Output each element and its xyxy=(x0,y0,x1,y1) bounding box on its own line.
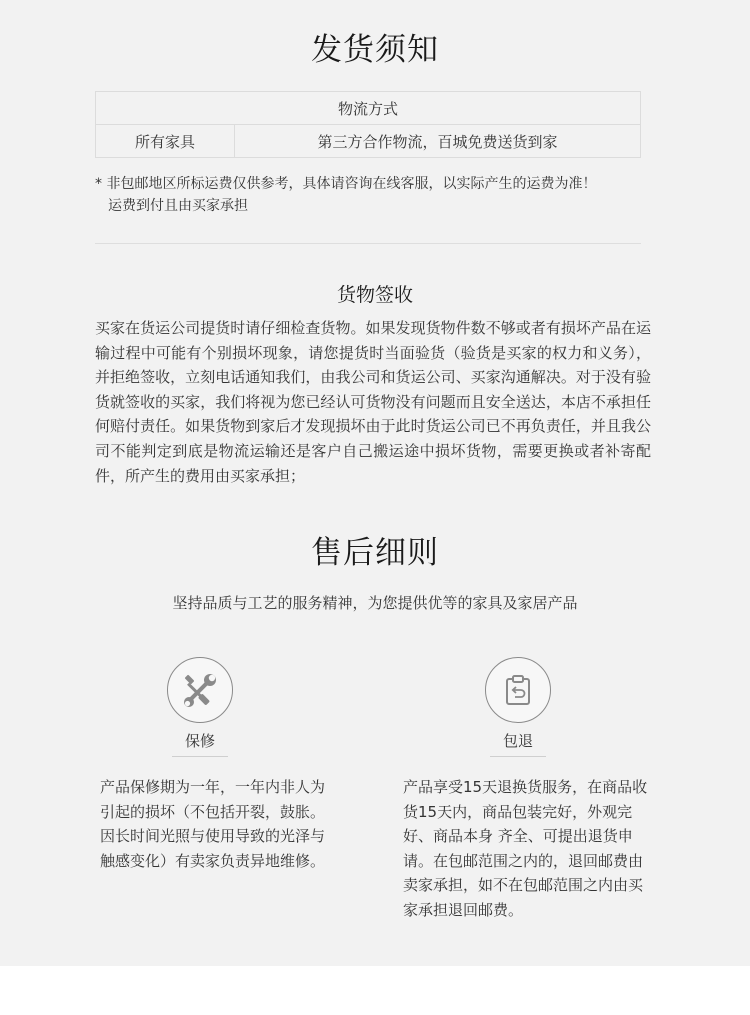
inspection-paragraph: 买家在货运公司提货时请仔细检查货物。如果发现货物件数不够或者有损坏产品在运输过程中可能有个别损坏现象，请您提货时当面验货（验货是买家的权力和义务），并拒绝签收，立刻电话通知我们，由我公司和货运公司、买家沟通解决。对于没有验货就签收的买家，我们将视为您已经认可货物没有问题而且安全送达，本店不承担任何赔付责任。如果货物到家后才发现损坏由于此时货运公司已不再负责任，并且我公司不能判定到底是物流运输还是客户自己搬运途中损坏货物，需要更换或者补寄配件，所产生的费用由买家承担； xyxy=(95,319,651,485)
wrench-screwdriver-icon xyxy=(167,657,233,723)
after-sales-tagline: 坚持品质与工艺的服务精神，为您提供优等的家具及家居产品 xyxy=(172,594,578,612)
table-header-row xyxy=(96,92,641,125)
service-label-return: 包退 xyxy=(502,732,533,750)
table-header-cell: 物流方式 xyxy=(96,92,641,125)
service-underline xyxy=(172,756,228,757)
shipping-table xyxy=(95,91,641,158)
service-label-warranty: 保修 xyxy=(184,732,215,750)
after-sales-title: 售后细则 xyxy=(311,535,439,571)
warranty-description: 产品保修期为一年，一年内非人为引起的损坏（不包括开裂，鼓胀。因长时间光照与使用导致的光泽与触感变化）有卖家负责异地维修。 xyxy=(100,778,326,870)
return-clipboard-icon xyxy=(485,657,551,723)
section-divider xyxy=(95,243,641,244)
row-label-cell: 所有家具 xyxy=(96,125,235,158)
shipping-note-line-2: 运费到付且由买家承担 xyxy=(108,198,248,214)
service-warranty xyxy=(130,657,270,757)
shipping-note-line-1: * 非包邮地区所标运费仅供参考，具体请咨询在线客服，以实际产生的运费为准！ xyxy=(95,176,597,192)
service-underline xyxy=(490,756,546,757)
shipping-note xyxy=(95,173,665,217)
return-description: 产品享受15天退换货服务，在商品收货15天内，商品包装完好，外观完好、商品本身 齐全、可提出退货申请。在包邮范围之内的，退回邮费由卖家承担，如不在包邮范围之内由买家承担退回邮费。 xyxy=(403,778,648,919)
shipping-title: 发货须知 xyxy=(311,32,439,68)
table-row xyxy=(96,125,641,158)
inspection-title: 货物签收 xyxy=(336,284,413,306)
row-value-cell: 第三方合作物流，百城免费送货到家 xyxy=(235,125,641,158)
service-return xyxy=(448,657,588,757)
